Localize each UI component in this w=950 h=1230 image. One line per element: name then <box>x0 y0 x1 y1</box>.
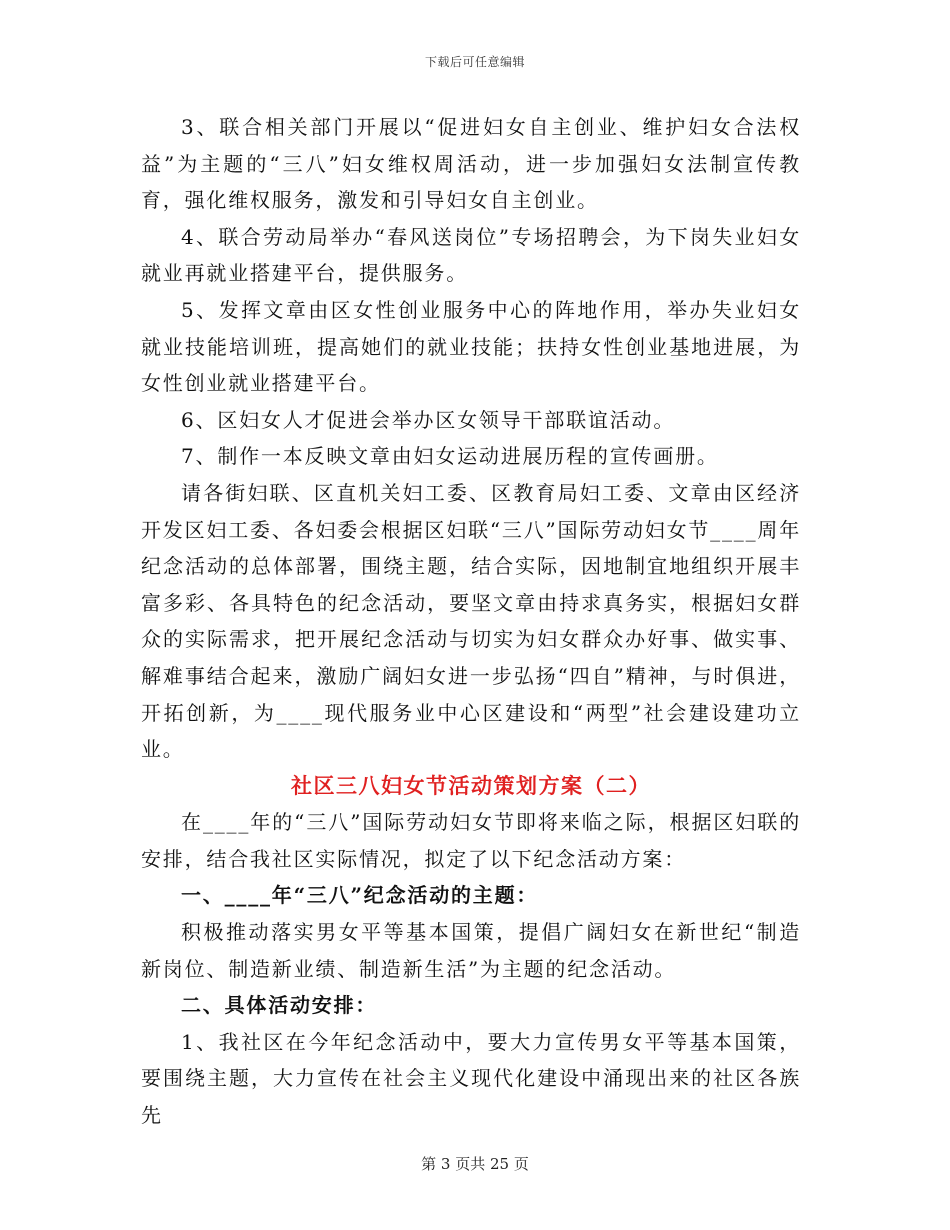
paragraph-intro: 在____年的“三八”国际劳动妇女节即将来临之际，根据区妇联的安排，结合我社区实际情况，拟定了以下纪念活动方案： <box>141 810 801 871</box>
paragraph-item-3: 3、联合相关部门开展以“促进妇女自主创业、维护妇女合法权益”为主题的“三八”妇女维权周活动，进一步加强妇女法制宣传教育，强化维权服务，激发和引导妇女自主创业。 <box>141 115 801 213</box>
paragraph-theme: 积极推动落实男女平等基本国策，提倡广阔妇女在新世纪“制造新岗位、制造新业绩、制造新生活”为主题的纪念活动。 <box>141 920 801 981</box>
subheading-arrangement: 二、具体活动安排： <box>181 993 378 1018</box>
paragraph-request: 请各街妇联、区直机关妇工委、区教育局妇工委、文章由区经济开发区妇工委、各妇委会根据区妇联“三八”国际劳动妇女节____周年纪念活动的总体部署，围绕主题，结合实际，因地制宜地组织开展丰富多彩、各具特色的纪念活动，要坚文章由持求真务实，根据妇女群众的实际需求，把开展纪念活动与切实为妇女群众办好事、做实事、解难事结合起来，激励广阔妇女进一步弘扬“四自”精神，与时俱进，开拓创新，为____现代服务业中心区建设和“两型”社会建设建功立业。 <box>141 480 801 762</box>
paragraph-item-7: 7、制作一本反映文章由妇女运动进展历程的宣传画册。 <box>181 444 719 469</box>
paragraph-arrangement-1: 1、我社区在今年纪念活动中，要大力宣传男女平等基本国策，要围绕主题，大力宣传在社会主义现代化建设中涌现出来的社区各族先 <box>141 1029 801 1128</box>
paragraph-item-6: 6、区妇女人才促进会举办区女领导干部联谊活动。 <box>181 407 676 432</box>
document-body <box>141 109 801 1134</box>
paragraph-item-4: 4、联合劳动局举办“春风送岗位”专场招聘会，为下岗失业妇女就业再就业搭建平台，提供服务。 <box>141 224 801 286</box>
section-title: 社区三八妇女节活动策划方案（二） <box>291 772 651 798</box>
header-note: 下载后可任意编辑 <box>424 55 525 69</box>
paragraph-item-5: 5、发挥文章由区女性创业服务中心的阵地作用，举办失业妇女就业技能培训班，提高她们的就业技能；扶持女性创业基地进展，为女性创业就业搭建平台。 <box>141 297 801 396</box>
subheading-theme: 一、____年“三八”纪念活动的主题： <box>181 883 539 908</box>
page-footer: 第 3 页共 25 页 <box>421 1155 529 1173</box>
